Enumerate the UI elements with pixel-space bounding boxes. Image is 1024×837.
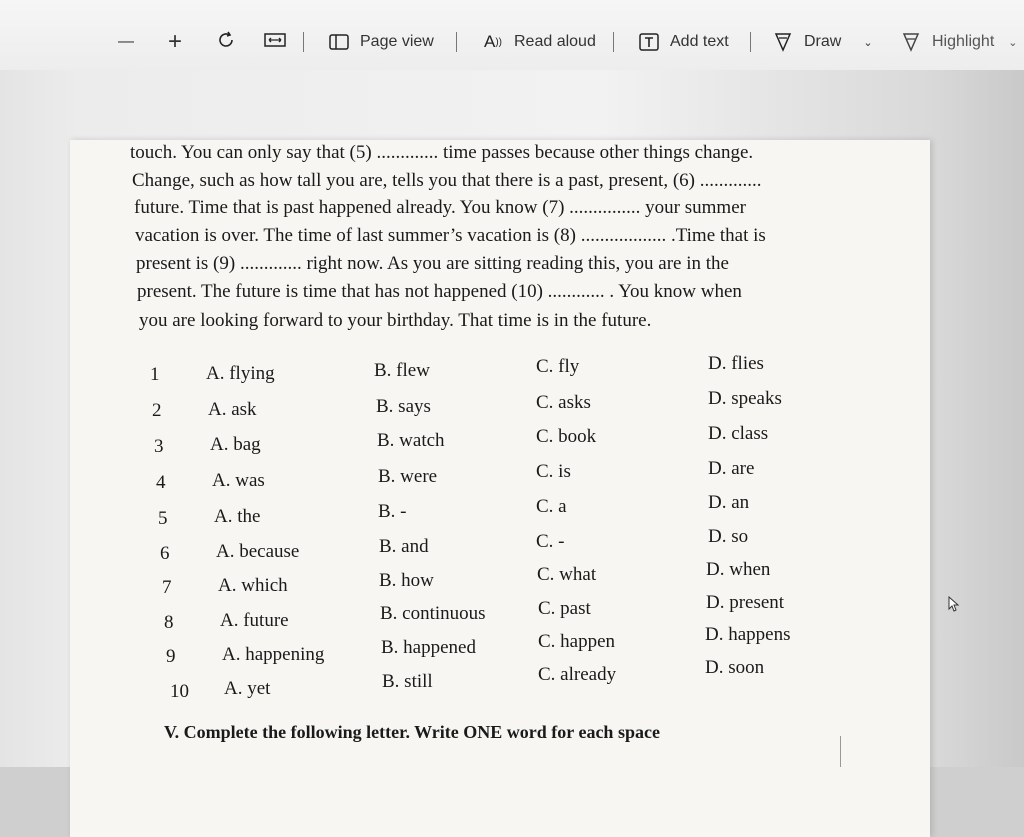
option-d: D. are bbox=[708, 458, 755, 479]
toolbar-divider bbox=[613, 32, 614, 52]
option-a: A. future bbox=[220, 610, 289, 631]
option-c: C. fly bbox=[536, 356, 580, 377]
page-view-button[interactable] bbox=[328, 28, 434, 56]
option-d: D. an bbox=[708, 492, 750, 513]
answer-box-edge bbox=[840, 736, 841, 767]
read-aloud-label: Read aloud bbox=[514, 33, 596, 50]
add-text-icon bbox=[638, 31, 660, 53]
option-d: D. so bbox=[708, 526, 749, 547]
option-a: A. happening bbox=[222, 644, 325, 665]
read-aloud-button[interactable] bbox=[482, 28, 596, 56]
option-d: D. speaks bbox=[708, 388, 782, 409]
option-c: C. already bbox=[538, 664, 617, 685]
option-b: B. how bbox=[379, 570, 434, 591]
question-number: 3 bbox=[154, 436, 164, 457]
zoom-in-button[interactable] bbox=[168, 28, 182, 56]
question-number: 7 bbox=[162, 577, 172, 598]
chevron-down-icon[interactable]: ⌄ bbox=[863, 36, 873, 49]
option-c: C. is bbox=[536, 461, 571, 482]
option-d: D. flies bbox=[708, 353, 764, 374]
highlight-label: Highlight bbox=[932, 33, 995, 50]
add-text-label: Add text bbox=[670, 33, 729, 50]
toolbar-divider bbox=[750, 32, 751, 52]
passage-line: present is (9) ............. right now. As you are sitting reading this, you are in the bbox=[136, 253, 729, 274]
draw-button[interactable] bbox=[772, 28, 873, 56]
draw-icon bbox=[772, 31, 794, 53]
question-number: 6 bbox=[160, 543, 170, 564]
zoom-in-label: + bbox=[168, 28, 183, 55]
question-number: 5 bbox=[158, 508, 168, 529]
option-b: B. were bbox=[378, 466, 438, 487]
option-b: B. continuous bbox=[380, 603, 486, 624]
passage-line: you are looking forward to your birthday. That time is in the future. bbox=[139, 310, 652, 331]
question-number: 4 bbox=[156, 472, 166, 493]
question-number: 8 bbox=[164, 612, 174, 633]
option-b: B. happened bbox=[381, 637, 476, 658]
zoom-out-button[interactable] bbox=[118, 28, 134, 56]
option-b: B. says bbox=[376, 396, 431, 417]
mouse-cursor-icon bbox=[948, 596, 960, 617]
option-d: D. class bbox=[708, 423, 769, 444]
option-c: C. past bbox=[538, 598, 591, 619]
draw-label: Draw bbox=[804, 33, 842, 50]
add-text-button[interactable] bbox=[638, 28, 729, 56]
zoom-out-label: — bbox=[118, 33, 134, 50]
option-b: B. still bbox=[382, 671, 433, 692]
page-view-label: Page view bbox=[360, 33, 434, 50]
toolbar-divider bbox=[303, 32, 304, 52]
option-c: C. book bbox=[536, 426, 597, 447]
option-b: B. and bbox=[379, 536, 429, 557]
option-c: C. a bbox=[536, 496, 567, 517]
chevron-down-icon[interactable]: ⌄ bbox=[1008, 36, 1018, 49]
option-c: C. happen bbox=[538, 631, 616, 652]
option-a: A. yet bbox=[224, 678, 271, 699]
option-a: A. ask bbox=[208, 399, 257, 420]
highlight-button[interactable] bbox=[900, 28, 1017, 56]
option-a: A. bag bbox=[210, 434, 261, 455]
option-d: D. happens bbox=[705, 624, 791, 645]
fit-width-icon bbox=[264, 32, 286, 53]
passage-line: future. Time that is past happened already. You know (7) ............... your summer bbox=[134, 197, 746, 218]
passage-line: vacation is over. The time of last summer’s vacation is (8) .................. .Time that is bbox=[135, 225, 766, 246]
option-b: B. - bbox=[378, 501, 407, 522]
option-b: B. watch bbox=[377, 430, 445, 451]
option-d: D. soon bbox=[705, 657, 765, 678]
option-c: C. asks bbox=[536, 392, 591, 413]
rotate-icon bbox=[216, 30, 236, 55]
option-c: C. - bbox=[536, 531, 565, 552]
passage-line: touch. You can only say that (5) ............. time passes because other things change. bbox=[130, 142, 754, 163]
option-d: D. when bbox=[706, 559, 771, 580]
fit-width-button[interactable] bbox=[264, 28, 286, 56]
option-a: A. flying bbox=[206, 363, 275, 384]
passage-line: present. The future is time that has not happened (10) ............ . You know when bbox=[137, 281, 742, 302]
rotate-button[interactable] bbox=[216, 28, 236, 56]
option-a: A. which bbox=[218, 575, 288, 596]
toolbar-divider bbox=[456, 32, 457, 52]
option-a: A. was bbox=[212, 470, 265, 491]
option-a: A. the bbox=[214, 506, 261, 527]
highlight-icon bbox=[900, 31, 922, 53]
option-a: A. because bbox=[216, 541, 300, 562]
option-d: D. present bbox=[706, 592, 785, 613]
option-b: B. flew bbox=[374, 360, 430, 381]
option-c: C. what bbox=[537, 564, 597, 585]
read-aloud-icon: A )) bbox=[483, 32, 502, 51]
section-heading: V. Complete the following letter. Write ONE word for each space bbox=[164, 722, 660, 742]
passage-line: Change, such as how tall you are, tells you that there is a past, present, (6) ............. bbox=[132, 170, 762, 191]
question-number: 10 bbox=[170, 681, 189, 702]
question-number: 2 bbox=[152, 400, 162, 421]
pdf-toolbar bbox=[0, 0, 1024, 70]
question-number: 1 bbox=[150, 364, 160, 385]
question-number: 9 bbox=[166, 646, 176, 667]
page-view-icon bbox=[328, 31, 350, 53]
